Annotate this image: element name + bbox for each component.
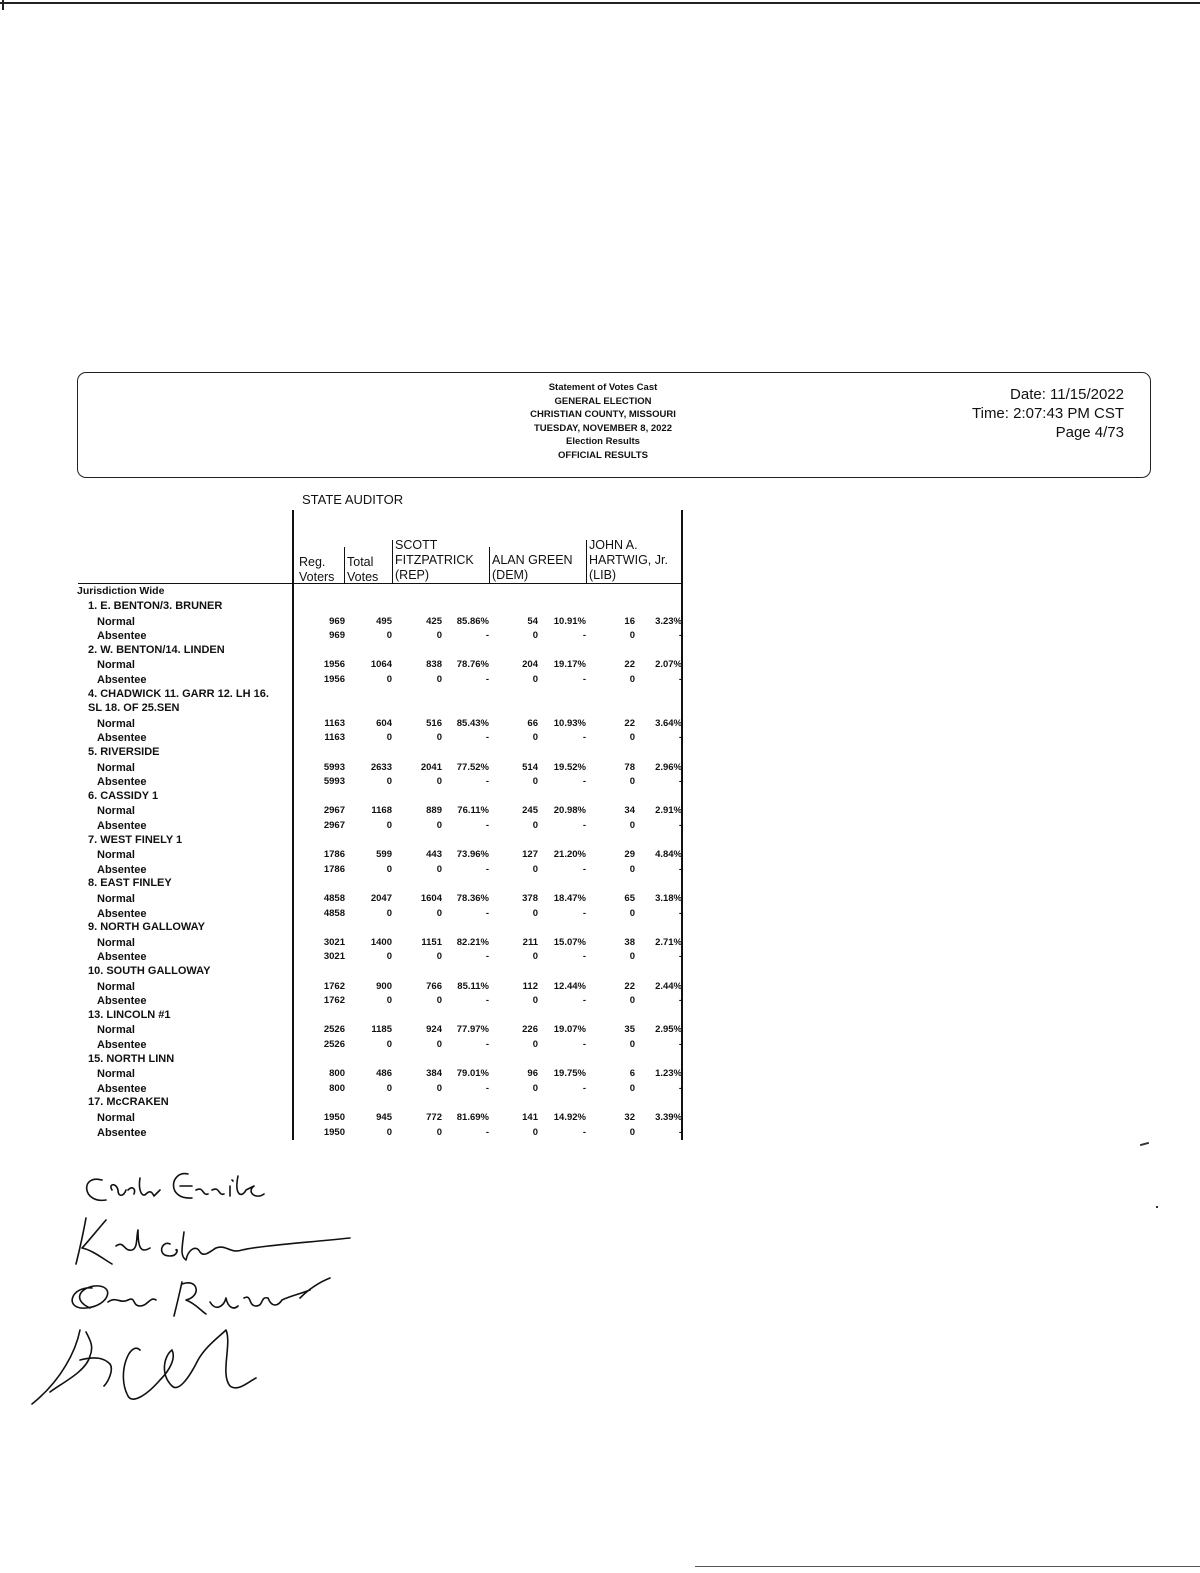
absentee-cell: 0 <box>532 732 538 744</box>
absentee-cell: - <box>678 630 682 642</box>
normal-row-label: Normal <box>97 717 135 730</box>
normal-cell: 495 <box>376 615 392 627</box>
normal-cell: 2526 <box>323 1024 345 1036</box>
absentee-cell: 1163 <box>324 732 345 744</box>
normal-cell: 3021 <box>323 936 345 948</box>
normal-cell: 1168 <box>371 805 392 817</box>
normal-cell: 78 <box>624 761 635 773</box>
normal-cell: 16 <box>624 615 635 627</box>
absentee-cell: 0 <box>436 732 442 744</box>
normal-cell: 1185 <box>371 1024 392 1036</box>
absentee-cell: 0 <box>436 776 442 788</box>
normal-cell: 900 <box>376 980 392 992</box>
absentee-cell: - <box>678 820 682 831</box>
absentee-cell: 0 <box>436 630 442 642</box>
normal-cell: 73.96% <box>456 849 489 861</box>
normal-cell: 85.86% <box>456 615 489 627</box>
normal-cell: 77.52% <box>456 761 489 773</box>
normal-cell: 772 <box>426 1112 442 1123</box>
absentee-cell: 0 <box>532 863 538 875</box>
normal-cell: 384 <box>426 1068 442 1080</box>
scan-mark <box>1156 1206 1158 1208</box>
precinct-name: 6. CASSIDY 1 <box>88 789 159 802</box>
normal-row-label: Normal <box>97 893 135 905</box>
normal-cell: 32 <box>624 1112 635 1123</box>
precinct-name: 5. RIVERSIDE <box>88 746 160 758</box>
precinct-name: 15. NORTH LINN <box>88 1052 175 1065</box>
normal-cell: 12.44% <box>553 980 586 992</box>
absentee-cell: 0 <box>436 1082 442 1094</box>
absentee-row-label: Absentee <box>97 820 147 832</box>
normal-cell: 22 <box>624 980 635 992</box>
absentee-cell: 0 <box>629 1039 635 1050</box>
normal-cell: 85.43% <box>456 717 489 729</box>
absentee-cell: 800 <box>329 1082 345 1094</box>
absentee-cell: 0 <box>436 863 442 875</box>
normal-cell: 1956 <box>323 659 345 671</box>
normal-cell: 3.64% <box>655 717 682 729</box>
absentee-cell: - <box>582 1126 586 1138</box>
normal-cell: 10.91% <box>553 615 586 627</box>
results-label: Election Results <box>566 436 640 448</box>
absentee-cell: - <box>678 674 682 685</box>
precinct-name: 13. LINCOLN #1 <box>88 1008 171 1021</box>
col-separator <box>392 540 393 583</box>
normal-row-label: Normal <box>97 980 135 993</box>
precinct-name: 1. E. BENTON/3. BRUNER <box>88 600 223 612</box>
normal-cell: 21.20% <box>553 849 586 861</box>
normal-cell: 204 <box>522 659 538 671</box>
normal-cell: 1163 <box>324 717 345 729</box>
normal-cell: 3.39% <box>655 1112 682 1123</box>
absentee-row-label: Absentee <box>97 995 147 1008</box>
col-candidate-fitzpatrick: SCOTT FITZPATRICK (REP) <box>395 538 474 582</box>
absentee-cell: - <box>485 907 489 919</box>
normal-row-label: Normal <box>97 936 135 949</box>
normal-cell: 2.71% <box>655 936 682 948</box>
precinct-name: 17. McCRAKEN <box>88 1096 169 1109</box>
normal-cell: 2.95% <box>655 1024 682 1036</box>
absentee-cell: 0 <box>629 776 635 788</box>
absentee-cell: 0 <box>532 630 538 642</box>
absentee-cell: - <box>582 907 586 919</box>
absentee-cell: 1950 <box>323 1126 345 1138</box>
absentee-cell: - <box>582 1082 586 1094</box>
normal-cell: 2.91% <box>655 805 682 817</box>
absentee-cell: - <box>678 1039 682 1050</box>
contest-title: STATE AUDITOR <box>302 492 404 507</box>
normal-cell: 838 <box>426 659 442 671</box>
normal-cell: 800 <box>329 1068 345 1080</box>
normal-cell: 112 <box>522 980 538 992</box>
absentee-cell: 0 <box>386 776 392 788</box>
absentee-row-label: Absentee <box>97 732 147 745</box>
normal-cell: 81.69% <box>456 1112 489 1123</box>
absentee-cell: 0 <box>436 995 442 1007</box>
normal-cell: 18.47% <box>553 893 586 904</box>
absentee-cell: 0 <box>386 630 392 642</box>
normal-cell: 226 <box>522 1024 538 1036</box>
absentee-cell: 1956 <box>323 674 345 685</box>
absentee-cell: 0 <box>532 907 538 919</box>
normal-cell: 78.76% <box>456 659 489 671</box>
normal-cell: 1400 <box>370 936 392 948</box>
absentee-cell: - <box>678 907 682 919</box>
absentee-cell: 0 <box>436 951 442 963</box>
absentee-row-label: Absentee <box>97 776 147 789</box>
normal-cell: 2.07% <box>655 659 682 671</box>
absentee-cell: 5993 <box>323 776 345 788</box>
precinct-name: 7. WEST FINELY 1 <box>88 833 183 846</box>
normal-cell: 5993 <box>323 761 345 773</box>
absentee-cell: - <box>485 1082 489 1094</box>
absentee-row-label: Absentee <box>97 1082 147 1095</box>
absentee-cell: 0 <box>386 1126 392 1138</box>
normal-cell: 378 <box>522 893 538 904</box>
absentee-cell: 0 <box>386 820 392 831</box>
absentee-row-label: Absentee <box>97 951 147 964</box>
normal-cell: 2633 <box>370 761 392 773</box>
absentee-cell: 2526 <box>323 1039 345 1050</box>
normal-cell: 945 <box>376 1112 392 1123</box>
absentee-cell: - <box>582 674 586 685</box>
normal-cell: 22 <box>624 717 635 729</box>
normal-cell: 19.75% <box>553 1068 586 1080</box>
precinct-name: 9. NORTH GALLOWAY <box>88 921 205 934</box>
normal-row-label: Normal <box>97 1112 135 1124</box>
normal-cell: 96 <box>527 1068 538 1080</box>
normal-cell: 10.93% <box>553 717 586 729</box>
normal-cell: 127 <box>522 849 538 861</box>
normal-cell: 19.17% <box>553 659 586 671</box>
absentee-cell: 0 <box>436 1039 442 1050</box>
normal-cell: 604 <box>376 717 392 729</box>
normal-cell: 1151 <box>421 936 442 948</box>
col-separator <box>489 547 490 583</box>
absentee-row-label: Absentee <box>97 1126 147 1139</box>
col-total-votes: Total Votes <box>347 555 379 584</box>
normal-cell: 3.18% <box>655 893 682 904</box>
report-header <box>77 372 1151 478</box>
col-reg-voters: Reg. Voters <box>299 555 335 584</box>
normal-cell: 2967 <box>323 805 345 817</box>
top-scan-rule <box>0 2 1200 4</box>
normal-cell: 486 <box>376 1068 392 1080</box>
signature-2 <box>76 1218 350 1264</box>
col-separator <box>586 540 587 583</box>
normal-cell: 77.97% <box>456 1024 489 1036</box>
absentee-cell: 0 <box>436 907 442 919</box>
normal-cell: 889 <box>426 805 442 817</box>
normal-cell: 15.07% <box>553 936 586 948</box>
absentee-cell: - <box>485 776 489 788</box>
normal-cell: 19.52% <box>553 761 586 773</box>
top-scan-tick <box>2 0 4 10</box>
signature-4 <box>32 1330 256 1404</box>
normal-row-label: Normal <box>97 659 135 672</box>
absentee-row-label: Absentee <box>97 907 147 920</box>
absentee-cell: 0 <box>532 1082 538 1094</box>
normal-cell: 2.44% <box>655 980 682 992</box>
absentee-cell: - <box>678 1126 682 1138</box>
absentee-cell: - <box>678 951 682 963</box>
absentee-cell: - <box>582 820 586 831</box>
normal-cell: 516 <box>426 717 442 729</box>
absentee-row-label: Absentee <box>97 1039 147 1051</box>
report-time: Time: 2:07:43 PM CST <box>972 405 1124 422</box>
normal-cell: 443 <box>426 849 442 861</box>
absentee-cell: 0 <box>386 732 392 744</box>
normal-row-label: Normal <box>97 1068 135 1081</box>
normal-cell: 599 <box>376 849 392 861</box>
normal-cell: 35 <box>624 1024 635 1036</box>
normal-cell: 20.98% <box>553 805 586 817</box>
absentee-cell: 0 <box>386 951 392 963</box>
normal-cell: 66 <box>527 717 538 729</box>
normal-cell: 79.01% <box>456 1068 489 1080</box>
normal-cell: 924 <box>426 1024 442 1036</box>
col-candidate-green: ALAN GREEN (DEM) <box>492 553 573 582</box>
jurisdiction-label: Jurisdiction Wide <box>77 585 165 597</box>
absentee-cell: - <box>485 674 489 685</box>
normal-cell: 85.11% <box>457 980 489 992</box>
absentee-cell: - <box>485 1039 489 1050</box>
county-name: CHRISTIAN COUNTY, MISSOURI <box>530 409 676 421</box>
normal-row-label: Normal <box>97 761 135 774</box>
normal-cell: 29 <box>624 849 635 861</box>
absentee-cell: 0 <box>532 951 538 963</box>
official-label: OFFICIAL RESULTS <box>558 449 648 461</box>
absentee-cell: 0 <box>629 732 635 744</box>
absentee-cell: 0 <box>629 863 635 875</box>
absentee-cell: 0 <box>386 907 392 919</box>
normal-cell: 2047 <box>370 893 392 904</box>
scan-mark <box>1140 1142 1149 1146</box>
absentee-cell: 0 <box>629 1082 635 1094</box>
normal-cell: 34 <box>624 805 635 817</box>
normal-cell: 82.21% <box>456 936 489 948</box>
absentee-cell: - <box>678 732 682 744</box>
absentee-cell: 0 <box>629 630 635 642</box>
election-date: TUESDAY, NOVEMBER 8, 2022 <box>534 422 672 434</box>
normal-cell: 1064 <box>370 659 392 671</box>
absentee-cell: - <box>678 776 682 788</box>
col-separator <box>344 547 345 583</box>
absentee-cell: 0 <box>629 1126 635 1138</box>
absentee-cell: 4858 <box>323 907 345 919</box>
absentee-cell: - <box>582 630 586 642</box>
normal-cell: 2.96% <box>655 761 682 773</box>
absentee-row-label: Absentee <box>97 863 147 876</box>
normal-cell: 19.07% <box>553 1024 586 1036</box>
page-number: Page 4/73 <box>1055 424 1124 441</box>
absentee-cell: 0 <box>532 820 538 831</box>
normal-cell: 969 <box>329 615 345 627</box>
normal-cell: 211 <box>522 936 538 948</box>
absentee-cell: - <box>582 732 586 744</box>
normal-cell: 1762 <box>323 980 345 992</box>
absentee-cell: 0 <box>532 776 538 788</box>
absentee-cell: - <box>678 1082 682 1094</box>
normal-cell: 14.92% <box>553 1112 586 1123</box>
absentee-cell: 0 <box>386 674 392 685</box>
absentee-cell: - <box>678 863 682 875</box>
normal-cell: 766 <box>426 980 442 992</box>
absentee-cell: 0 <box>386 995 392 1007</box>
normal-cell: 4858 <box>323 893 345 904</box>
absentee-cell: - <box>582 995 586 1007</box>
normal-cell: 1786 <box>323 849 345 861</box>
normal-cell: 54 <box>527 615 538 627</box>
absentee-cell: 0 <box>629 907 635 919</box>
official-signatures <box>20 1160 380 1420</box>
absentee-cell: - <box>582 776 586 788</box>
absentee-cell: 0 <box>436 674 442 685</box>
normal-cell: 2041 <box>420 761 442 773</box>
absentee-cell: 0 <box>386 863 392 875</box>
absentee-cell: 2967 <box>323 820 345 831</box>
absentee-cell: - <box>485 1126 489 1138</box>
absentee-cell: 0 <box>532 1039 538 1050</box>
normal-cell: 38 <box>624 936 635 948</box>
normal-cell: 76.11% <box>457 805 489 817</box>
normal-cell: 65 <box>624 893 635 904</box>
absentee-cell: 0 <box>532 674 538 685</box>
normal-cell: 1.23% <box>655 1068 682 1080</box>
normal-row-label: Normal <box>97 805 135 818</box>
absentee-cell: 0 <box>532 1126 538 1138</box>
normal-cell: 514 <box>522 761 538 773</box>
absentee-cell: - <box>485 732 489 744</box>
report-date: Date: 11/15/2022 <box>1010 386 1124 403</box>
absentee-cell: - <box>485 630 489 642</box>
normal-cell: 245 <box>522 805 538 817</box>
absentee-cell: 0 <box>436 820 442 831</box>
absentee-cell: - <box>485 951 489 963</box>
normal-cell: 141 <box>522 1112 538 1123</box>
report-title-block <box>458 381 748 463</box>
absentee-cell: - <box>485 820 489 831</box>
normal-cell: 1604 <box>420 893 442 904</box>
absentee-cell: 3021 <box>323 951 345 963</box>
absentee-cell: - <box>582 863 586 875</box>
normal-cell: 1950 <box>323 1112 345 1123</box>
absentee-cell: - <box>582 1039 586 1050</box>
normal-cell: 22 <box>624 659 635 671</box>
normal-cell: 78.36% <box>456 893 489 904</box>
normal-cell: 6 <box>629 1068 635 1080</box>
absentee-cell: 0 <box>629 820 635 831</box>
col-candidate-hartwig: JOHN A. HARTWIG, Jr. (LIB) <box>589 538 668 582</box>
normal-cell: 3.23% <box>655 615 682 627</box>
absentee-cell: - <box>485 995 489 1007</box>
report-meta <box>972 385 1124 442</box>
absentee-cell: 0 <box>629 674 635 685</box>
normal-row-label: Normal <box>97 615 135 628</box>
normal-row-label: Normal <box>97 1024 135 1037</box>
absentee-cell: 969 <box>329 630 345 642</box>
precinct-name: 10. SOUTH GALLOWAY <box>88 965 211 977</box>
absentee-cell: - <box>582 951 586 963</box>
report-title: Statement of Votes Cast <box>548 382 658 393</box>
signature-1 <box>87 1174 264 1201</box>
absentee-cell: 1762 <box>323 995 345 1007</box>
absentee-row-label: Absentee <box>97 674 147 686</box>
signature-3 <box>72 1278 330 1316</box>
normal-cell: 425 <box>426 615 442 627</box>
absentee-cell: 0 <box>436 1126 442 1138</box>
absentee-cell: 1786 <box>323 863 345 875</box>
absentee-cell: - <box>678 995 682 1007</box>
precinct-name: 8. EAST FINLEY <box>88 877 172 890</box>
absentee-cell: - <box>485 863 489 875</box>
bottom-scan-rule <box>695 1566 1200 1567</box>
absentee-cell: 0 <box>386 1082 392 1094</box>
normal-cell: 4.84% <box>655 849 682 861</box>
precinct-name: 2. W. BENTON/14. LINDEN <box>88 643 225 656</box>
precinct-name: 4. CHADWICK 11. GARR 12. LH 16. <box>88 687 269 700</box>
precinct-name: SL 18. OF 25.SEN <box>88 702 180 715</box>
normal-row-label: Normal <box>97 849 135 862</box>
header-underline <box>78 583 683 584</box>
absentee-cell: 0 <box>386 1039 392 1050</box>
election-name: GENERAL ELECTION <box>554 395 652 407</box>
absentee-cell: 0 <box>629 951 635 963</box>
absentee-cell: 0 <box>532 995 538 1007</box>
absentee-row-label: Absentee <box>97 630 147 643</box>
absentee-cell: 0 <box>629 995 635 1007</box>
